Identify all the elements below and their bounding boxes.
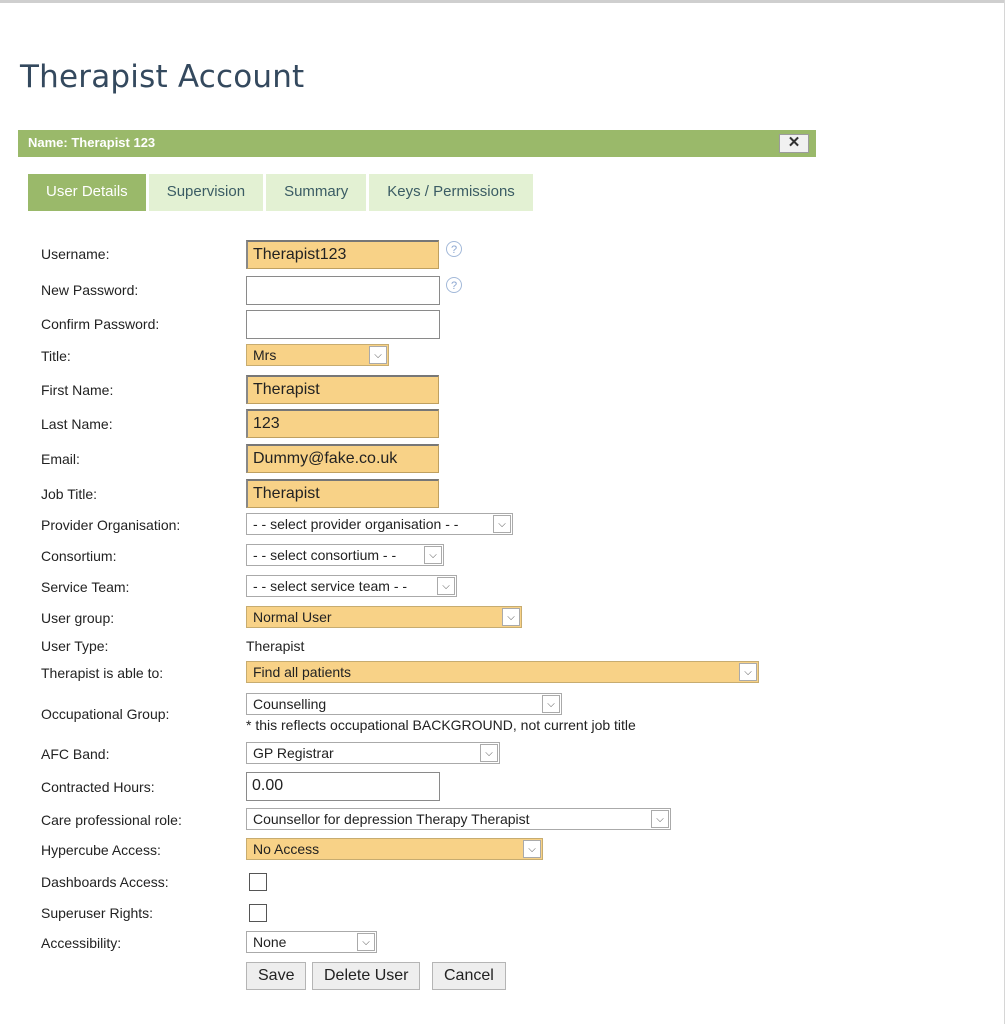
username-input[interactable]: Therapist123 xyxy=(246,240,439,269)
new-password-input[interactable] xyxy=(246,276,440,305)
tab-bar xyxy=(28,174,536,211)
occupational-group-select[interactable] xyxy=(246,693,562,715)
able-to-selected-value: Find all patients xyxy=(253,664,352,680)
user-type-value: Therapist xyxy=(246,638,305,654)
chevron-down-icon: ⌵ xyxy=(357,933,375,951)
chevron-down-icon: ⌵ xyxy=(502,608,520,626)
able-to-select[interactable] xyxy=(246,661,759,683)
save-button[interactable]: Save xyxy=(246,962,306,990)
chevron-down-icon: ⌵ xyxy=(437,577,455,595)
username-label: Username: xyxy=(41,246,110,262)
service-team-label: Service Team: xyxy=(41,579,130,595)
job-title-label: Job Title: xyxy=(41,486,98,502)
tab-supervision[interactable]: Supervision xyxy=(149,174,263,211)
new-password-label: New Password: xyxy=(41,282,139,298)
chevron-down-icon: ⌵ xyxy=(424,546,442,564)
consortium-select[interactable] xyxy=(246,544,444,566)
job-title-input[interactable]: Therapist xyxy=(246,479,439,508)
superuser-label: Superuser Rights: xyxy=(41,905,154,921)
contracted-hours-label: Contracted Hours: xyxy=(41,779,155,795)
user-group-label: User group: xyxy=(41,610,115,626)
password-help-icon[interactable]: ? xyxy=(446,277,462,293)
title-select[interactable] xyxy=(246,344,389,366)
user-group-selected-value: Normal User xyxy=(253,609,332,625)
close-icon: ✕ xyxy=(787,134,801,151)
hypercube-select[interactable] xyxy=(246,838,543,860)
occupational-group-label: Occupational Group: xyxy=(41,706,170,722)
email-input[interactable]: Dummy@fake.co.uk xyxy=(246,444,439,473)
first-name-label: First Name: xyxy=(41,382,114,398)
cancel-button[interactable]: Cancel xyxy=(432,962,506,990)
accessibility-label: Accessibility: xyxy=(41,935,122,951)
user-group-select[interactable] xyxy=(246,606,522,628)
title-label: Title: xyxy=(41,348,71,364)
chevron-down-icon: ⌵ xyxy=(523,840,541,858)
occupational-group-note: * this reflects occupational BACKGROUND, not current job title xyxy=(246,717,636,733)
chevron-down-icon: ⌵ xyxy=(739,663,757,681)
dashboards-checkbox[interactable] xyxy=(249,873,267,891)
last-name-input[interactable]: 123 xyxy=(246,409,439,438)
occupational-group-selected-value: Counselling xyxy=(253,696,327,712)
top-border xyxy=(0,0,1005,3)
title-selected-value: Mrs xyxy=(253,347,277,363)
accessibility-selected-value: None xyxy=(253,934,287,950)
contracted-hours-input[interactable]: 0.00 xyxy=(246,772,440,801)
user-type-label: User Type: xyxy=(41,638,109,654)
account-name-label: Name: Therapist 123 xyxy=(28,135,156,150)
care-role-select[interactable] xyxy=(246,808,671,830)
able-to-label: Therapist is able to: xyxy=(41,665,164,681)
provider-org-label: Provider Organisation: xyxy=(41,517,181,533)
dashboards-label: Dashboards Access: xyxy=(41,874,169,890)
tab-summary[interactable]: Summary xyxy=(266,174,366,211)
provider-org-select[interactable] xyxy=(246,513,513,535)
chevron-down-icon: ⌵ xyxy=(493,515,511,533)
page-title: Therapist Account xyxy=(20,58,305,95)
service-team-select[interactable] xyxy=(246,575,457,597)
superuser-checkbox[interactable] xyxy=(249,904,267,922)
consortium-selected-value: - - select consortium - - xyxy=(253,547,397,563)
afc-band-selected-value: GP Registrar xyxy=(253,745,334,761)
hypercube-label: Hypercube Access: xyxy=(41,842,161,858)
chevron-down-icon: ⌵ xyxy=(369,346,387,364)
confirm-password-input[interactable] xyxy=(246,310,440,339)
chevron-down-icon: ⌵ xyxy=(480,744,498,762)
provider-org-selected-value: - - select provider organisation - - xyxy=(253,516,459,532)
confirm-password-label: Confirm Password: xyxy=(41,316,160,332)
tab-user-details[interactable]: User Details xyxy=(28,174,146,211)
afc-band-label: AFC Band: xyxy=(41,746,110,762)
email-label: Email: xyxy=(41,451,80,467)
accessibility-select[interactable] xyxy=(246,931,377,953)
hypercube-selected-value: No Access xyxy=(253,841,320,857)
first-name-input[interactable]: Therapist xyxy=(246,375,439,404)
delete-user-button[interactable]: Delete User xyxy=(312,962,420,990)
chevron-down-icon: ⌵ xyxy=(542,695,560,713)
name-header-bar xyxy=(18,130,816,157)
close-button[interactable] xyxy=(779,134,809,153)
chevron-down-icon: ⌵ xyxy=(651,810,669,828)
last-name-label: Last Name: xyxy=(41,416,113,432)
care-role-label: Care professional role: xyxy=(41,812,182,828)
username-help-icon[interactable]: ? xyxy=(446,241,462,257)
consortium-label: Consortium: xyxy=(41,548,117,564)
afc-band-select[interactable] xyxy=(246,742,500,764)
tab-keys-permissions[interactable]: Keys / Permissions xyxy=(369,174,533,211)
service-team-selected-value: - - select service team - - xyxy=(253,578,408,594)
care-role-selected-value: Counsellor for depression Therapy Therapist xyxy=(253,811,530,827)
